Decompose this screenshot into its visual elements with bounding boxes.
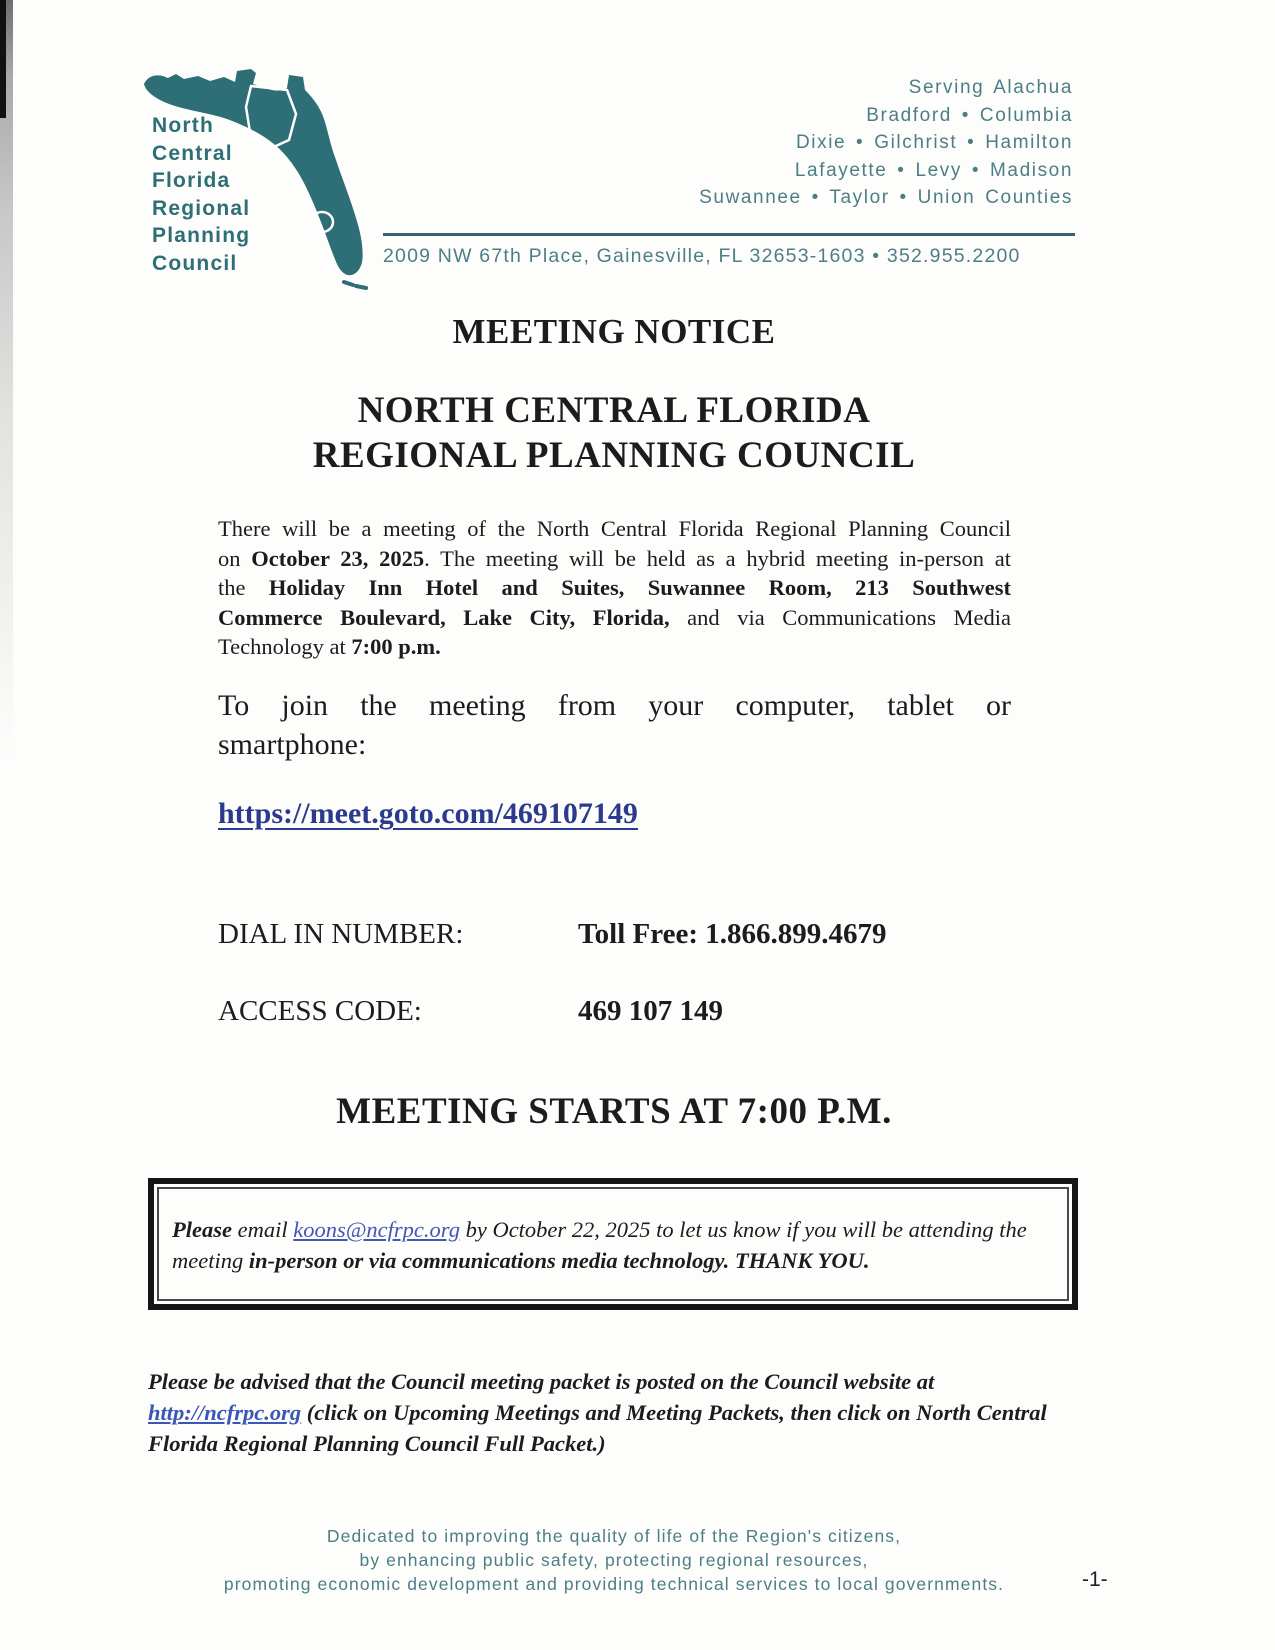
- text-run: Please: [172, 1217, 232, 1242]
- rsvp-notice-box: [148, 1178, 1078, 1310]
- text-run: Please be advised that the Council meeting packet is posted on the Council website at: [148, 1369, 935, 1394]
- footer-line: by enhancing public safety, protecting regional resources,: [359, 1550, 869, 1570]
- text-run: (click on Upcoming Meetings and Meeting Packets, then click on North Central Florida Regional Planning Council Full Packet.): [148, 1400, 1047, 1456]
- text-run: in-person or via communications media technology.: [248, 1248, 730, 1273]
- council-website-link[interactable]: http://ncfrpc.org: [148, 1400, 302, 1425]
- paragraph-line: [218, 603, 1011, 633]
- dial-in-label: DIAL IN NUMBER:: [218, 918, 464, 950]
- serving-counties-block: [699, 74, 1073, 212]
- thank-you-text: THANK YOU.: [729, 1248, 870, 1273]
- logo-word: Florida: [152, 169, 231, 192]
- text-run: the: [218, 575, 269, 600]
- letterhead-divider: [383, 233, 1075, 236]
- logo-wordmark: [152, 112, 250, 277]
- rsvp-text: [172, 1214, 1052, 1276]
- paragraph-line: [218, 514, 1011, 544]
- serving-line: Lafayette • Levy • Madison: [794, 159, 1073, 181]
- organization-title: [104, 388, 1124, 478]
- access-code-label: ACCESS CODE:: [218, 995, 422, 1027]
- letterhead-address: 2009 NW 67th Place, Gainesville, FL 32653-1603 • 352.955.2200: [383, 245, 1021, 267]
- meeting-details-paragraph: [218, 514, 1011, 662]
- text-run: There will be a meeting of the North Central Florida Regional Planning Council: [218, 516, 1011, 541]
- text-run: . The meeting will be held as a hybrid meeting in-person at: [424, 545, 1012, 571]
- logo-word: Regional: [152, 196, 251, 220]
- page-title: MEETING NOTICE: [452, 312, 776, 351]
- logo-word: North: [152, 114, 214, 137]
- join-line: To join the meeting from your computer, tablet or: [218, 689, 1011, 722]
- venue-name: Holiday Inn Hotel and Suites, Suwannee Room, 213 Southwest: [268, 575, 1011, 600]
- serving-line: Bradford • Columbia: [866, 104, 1073, 126]
- dial-in-row: [218, 918, 1018, 951]
- mission-statement-footer: [24, 1524, 1204, 1596]
- paragraph-line: [218, 573, 1011, 603]
- meeting-start-banner: MEETING STARTS AT 7:00 P.M.: [336, 1091, 892, 1132]
- join-line: smartphone:: [218, 727, 367, 761]
- text-run: on: [218, 545, 252, 571]
- logo-word: Central: [152, 141, 233, 165]
- footer-line: Dedicated to improving the quality of life of the Region's citizens,: [326, 1526, 902, 1546]
- access-code-row: [218, 995, 1018, 1028]
- join-instructions: [218, 687, 1011, 764]
- logo-word: Planning: [152, 224, 251, 247]
- meeting-url-link[interactable]: https://meet.goto.com/469107149: [218, 797, 638, 830]
- organization-title-line2: REGIONAL PLANNING COUNCIL: [312, 435, 916, 476]
- venue-address: Commerce Boulevard, Lake City, Florida,: [218, 604, 670, 630]
- paragraph-line: [218, 632, 1011, 662]
- access-code-value: 469 107 149: [578, 995, 723, 1027]
- organization-title-line1: NORTH CENTRAL FLORIDA: [357, 390, 871, 431]
- footer-line: promoting economic development and providing technical services to local governments.: [223, 1574, 1005, 1594]
- serving-line: Dixie • Gilchrist • Hamilton: [795, 132, 1073, 153]
- serving-line: Serving Alachua: [908, 77, 1073, 98]
- page-number: -1-: [1082, 1568, 1108, 1591]
- paragraph-line: [218, 544, 1011, 574]
- text-run: email: [231, 1217, 294, 1242]
- ncfrpc-logo: [138, 62, 376, 294]
- text-run: by October 22, 2025 to let us know if you will be attending the meeting: [172, 1217, 1027, 1273]
- text-run: and via Communications Media: [669, 604, 1011, 630]
- meeting-date: October 23, 2025: [251, 545, 425, 571]
- scan-edge-dark-artifact: [0, 0, 6, 118]
- packet-advisory-paragraph: [148, 1366, 1088, 1459]
- meeting-time: 7:00 p.m.: [351, 634, 441, 659]
- logo-word: Council: [152, 251, 238, 275]
- dial-in-number: Toll Free: 1.866.899.4679: [578, 918, 887, 950]
- rsvp-email-link[interactable]: koons@ncfrpc.org: [293, 1217, 460, 1242]
- text-run: Technology at: [218, 634, 352, 659]
- serving-line: Suwannee • Taylor • Union Counties: [699, 187, 1073, 208]
